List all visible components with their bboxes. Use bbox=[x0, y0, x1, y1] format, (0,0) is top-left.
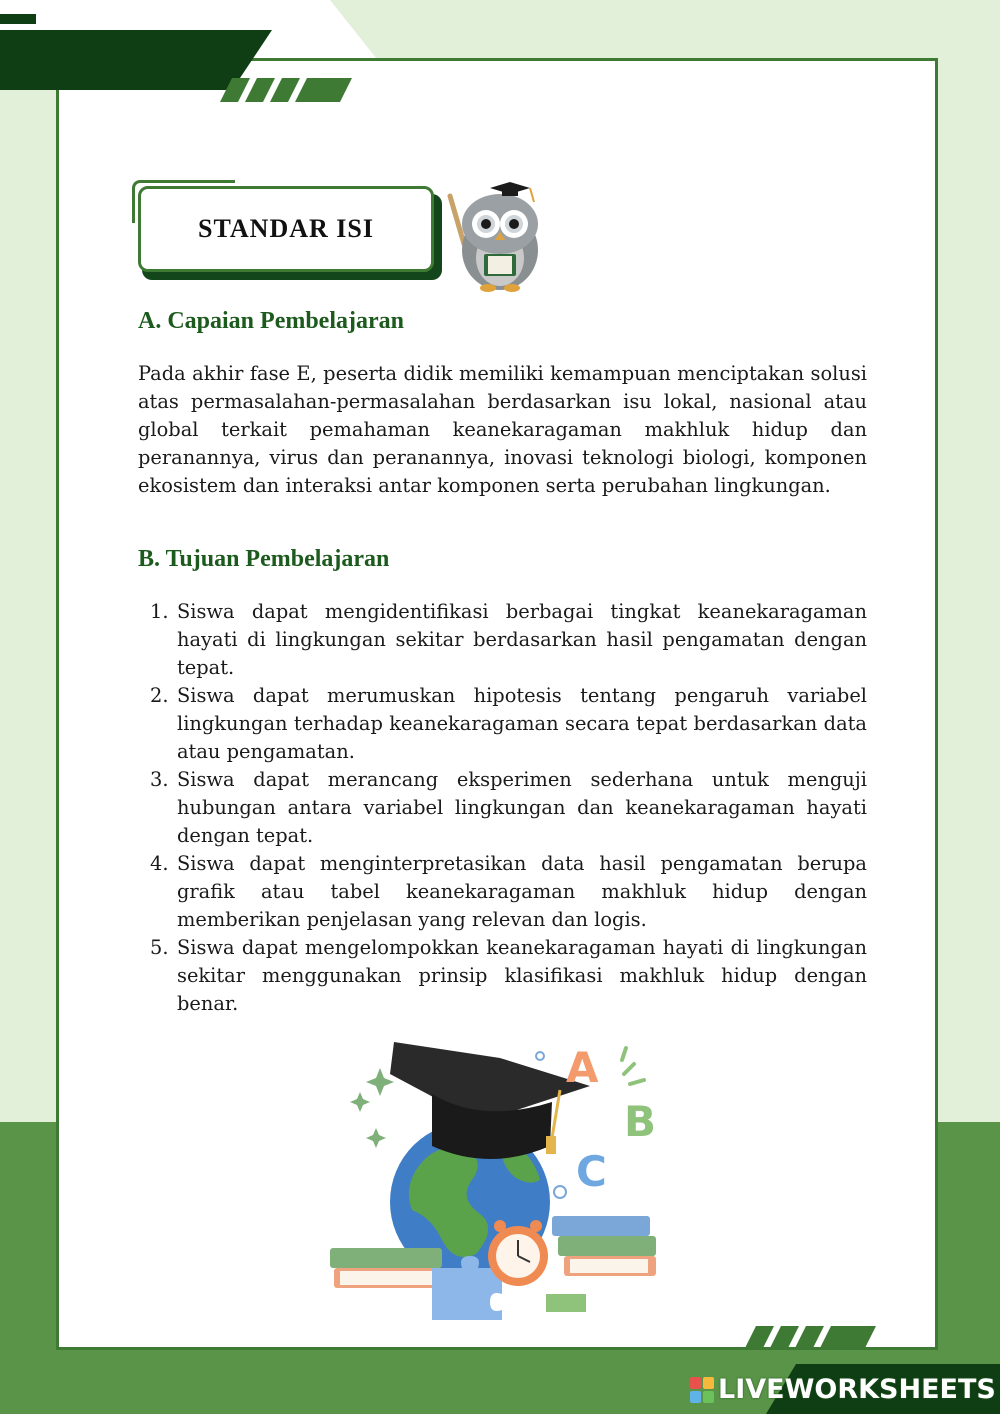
list-item-text: Siswa dapat merancang eksperimen sederhana untuk menguji hubungan antara variabel lingkungan dan keanekaragaman hayati dengan tepat. bbox=[177, 768, 867, 847]
list-item bbox=[150, 850, 867, 934]
list-item bbox=[150, 598, 867, 682]
corner-decoration-top-left bbox=[0, 0, 400, 110]
list-item-number: 3. bbox=[150, 768, 169, 791]
title-box bbox=[132, 180, 448, 290]
svg-text:B: B bbox=[624, 1097, 657, 1146]
svg-text:C: C bbox=[576, 1147, 607, 1196]
list-item-number: 4. bbox=[150, 852, 169, 875]
section-b-heading: B. Tujuan Pembelajaran bbox=[138, 546, 390, 572]
section-a-paragraph: Pada akhir fase E, peserta didik memiliki kemampuan menciptakan solusi atas permasalahan-permasalahan berdasarkan isu lokal, nasional atau global terkait pemahaman keanekaragaman makhluk hidup dan peranannya, virus dan peranannya, inovasi teknologi biologi, komponen ekosistem dan interaksi antar komponen serta perubahan lingkungan. bbox=[138, 362, 867, 497]
list-item-text: Siswa dapat merumuskan hipotesis tentang pengaruh variabel lingkungan terhadap keanekaragaman secara tepat berdasarkan data atau pengamatan. bbox=[177, 684, 867, 763]
learning-goals-list bbox=[150, 598, 867, 1018]
section-a-heading: A. Capaian Pembelajaran bbox=[138, 308, 404, 334]
list-item-number: 5. bbox=[150, 936, 169, 959]
svg-text:A: A bbox=[566, 1043, 599, 1092]
liveworksheets-logo bbox=[690, 1374, 996, 1405]
list-item bbox=[150, 682, 867, 766]
list-item-number: 2. bbox=[150, 684, 169, 707]
list-item-text: Siswa dapat menginterpretasikan data hasil pengamatan berupa grafik atau tabel keanekaragaman makhluk hidup dengan memberikan penjelasan yang relevan dan logis. bbox=[177, 852, 867, 931]
liveworksheets-logo-icon bbox=[690, 1377, 714, 1403]
owl-teacher-icon bbox=[446, 178, 550, 294]
list-item-text: Siswa dapat mengidentifikasi berbagai tingkat keanekaragaman hayati di lingkungan sekitar berdasarkan hasil pengamatan dengan tepat. bbox=[177, 600, 867, 679]
list-item bbox=[150, 934, 867, 1018]
list-item-number: 1. bbox=[150, 600, 169, 623]
page-title: STANDAR ISI bbox=[138, 186, 434, 272]
list-item bbox=[150, 766, 867, 850]
list-item-text: Siswa dapat mengelompokkan keanekaragaman hayati di lingkungan sekitar menggunakan prinsip klasifikasi makhluk hidup dengan benar. bbox=[177, 936, 867, 1015]
graduation-globe-books-icon bbox=[320, 1030, 680, 1320]
watermark-text: LIVEWORKSHEETS bbox=[718, 1374, 996, 1405]
